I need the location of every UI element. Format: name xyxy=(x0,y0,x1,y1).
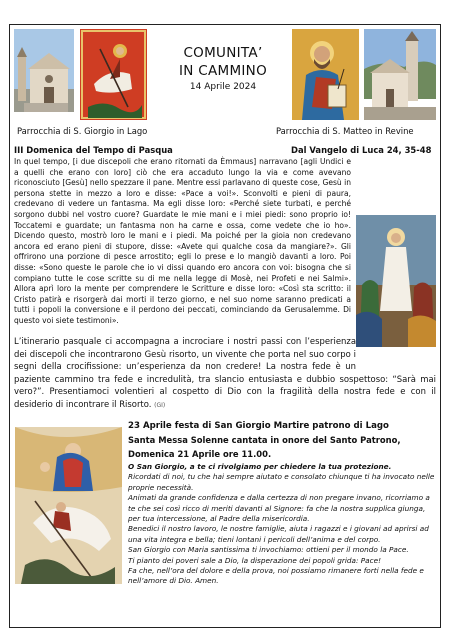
prayer-block xyxy=(128,462,436,587)
gospel-text-block xyxy=(14,157,436,347)
prayer-line: San Giorgio con Maria santissima ti invochiamo: ottieni per il mondo la Pace. xyxy=(128,545,409,555)
event-mass: Santa Messa Solenne cantata in onore del Santo Patrono, xyxy=(128,435,401,445)
prayer-line: Ti pianto dei poveri sale a Dio, la disperazione dei popoli grida: Pace! xyxy=(128,555,382,565)
commento-signature: (GI) xyxy=(154,401,166,409)
church-left-photo xyxy=(14,29,74,112)
gospel-reference: Dal Vangelo di Luca 24, 35-48 xyxy=(291,145,432,155)
prayer-line: Fa che, nell’ora del dolore e della prova, noi possiamo rimanere forti nella fede e nell’amore di Dio. Amen. xyxy=(128,566,424,586)
risen-christ-painting xyxy=(356,215,436,347)
prayer-line: Animati da grande confidenza e dalla certezza di non pregare invano, ricorriamo a te che sei così ricco di meriti davanti al Signore: fa che la nostra supplica giunga, per tua intercessione, al Padre della misericordia. xyxy=(128,493,430,524)
commento-block xyxy=(14,335,436,413)
church-right-photo xyxy=(364,29,436,120)
commento-text: L’itinerario pasquale ci accompagna a incrociare i nostri passi con l’esperienza dei discepoli che incontrarono Gesù risorto, un vivente che porta nel suo corpo i segni della crocifissione: un’esperienza da non credere! La nostra fede è un paziente cammino tra fede e incredulità, tra slancio entusiasta e dubbio sospettoso: “Sarà mai vero?”. Presentiamoci volentieri al cospetto di Dio con la fragilità della nostra fede e con il desiderio di incontrare il Risorto. xyxy=(14,336,436,409)
masthead-date: 14 Aprile 2024 xyxy=(189,82,257,92)
st-george-icon-image xyxy=(80,29,147,120)
event-date: Domenica 21 Aprile ore 11.00. xyxy=(128,449,272,459)
parish-left-label: Parrocchia di S. Giorgio in Lago xyxy=(17,126,148,136)
masthead xyxy=(168,44,278,92)
event-title: 23 Aprile festa di San Giorgio Martire patrono di Lago xyxy=(128,421,389,431)
prayer-line: O San Giorgio, a te ci rivolgiamo per chiedere la tua protezione. xyxy=(128,462,392,471)
masthead-title-line2: IN CAMMINO xyxy=(178,63,268,79)
sunday-heading: III Domenica del Tempo di Pasqua xyxy=(14,145,173,155)
gospel-text: In quel tempo, [i due discepoli che erano ritornati da Èmmaus] narravano [agli Undici e a quelli che erano con loro] ciò che era accaduto lungo la via e come avevano riconosciuto [Gesù] nello spezzare il pane. Mentre essi parlavano di queste cose, Gesù in persona stette in mezzo a loro e disse: «Pace a voi!». Sconvolti e pieni di paura, credevano di vedere un fantasma. Ma egli disse loro: «Perché siete turbati, e perché sorgono dubbi nel vostro cuore? Guardate le mie mani e i miei piedi: sono proprio io! Toccatemi e guardate; un fantasma non ha carne e ossa, come vedete che io ho». Dicendo questo, mostrò loro le mani e i piedi. Ma poiché per la gioia non credevano ancora ed erano pieni di stupore, disse: «Avete qui qualche cosa da mangiare?». Gli offrirono una porzione di pesce arrostito; egli lo prese e lo mangiò davanti a loro. Poi disse: «Sono queste le parole che io vi dissi quando ero ancora con voi: bisogna che si compiano tutte le cose scritte su di me nella legge di Mosè, nei Profeti e nei Salmi». Allora aprì loro la mente per comprendere le Scritture e disse loro: «Così sta scritto: il Cristo patirà e risorgerà dai morti il terzo giorno, e nel suo nome saranno predicati a tutti i popoli la conversione e il perdono dei peccati, cominciando da Gerusalemme. Di questo voi siete testimoni». xyxy=(14,157,351,325)
prayer-line: Benedici il nostro lavoro, le nostre famiglie, aiuta i ragazzi e i giovani ad aprirsi ad una vita integra e bella; tieni lontani i pericoli dell’anima e del corpo. xyxy=(128,524,429,544)
masthead-title-line1: COMUNITA’ xyxy=(183,45,263,61)
parish-right-label: Parrocchia di S. Matteo in Revine xyxy=(276,126,414,136)
prayer-line: Ricordati di noi, tu che hai sempre aiutato e consolato chiunque ti ha invocato nelle proprie necessità. xyxy=(128,472,435,492)
commento-float-space xyxy=(356,335,436,363)
st-matthew-icon-image xyxy=(292,29,359,120)
st-george-virgin-painting xyxy=(15,427,122,584)
